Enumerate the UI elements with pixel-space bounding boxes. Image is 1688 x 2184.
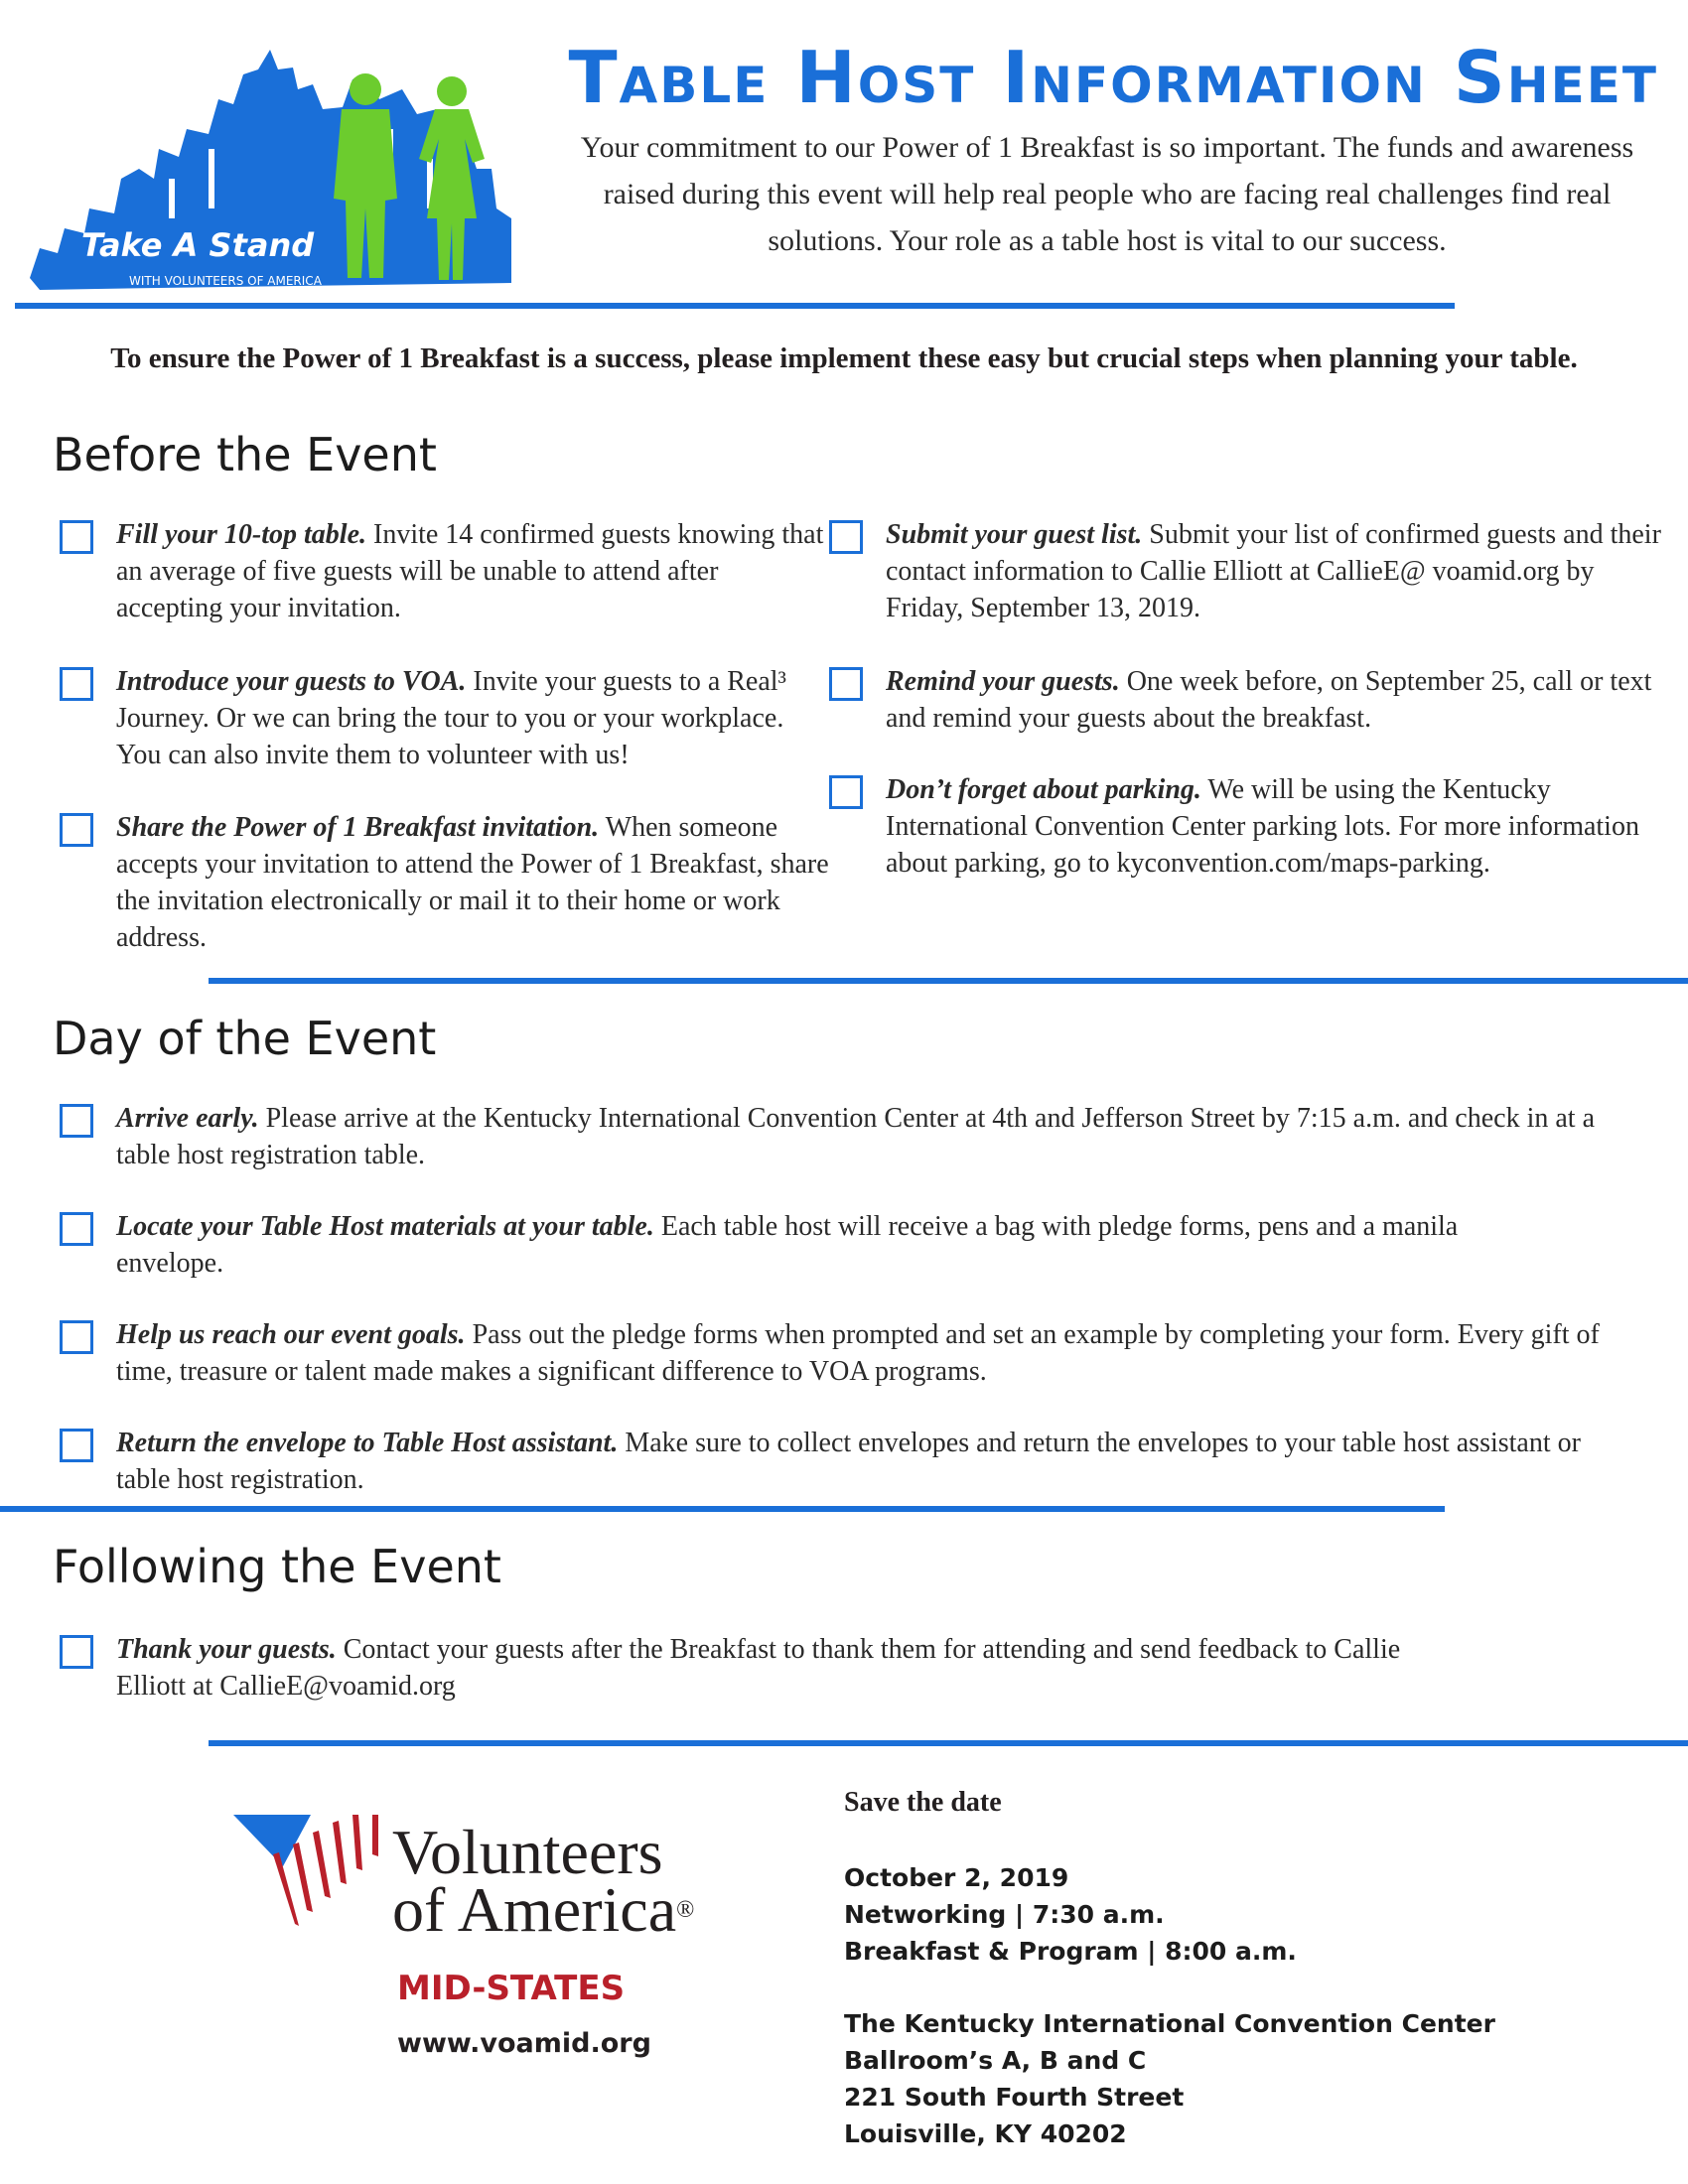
- divider: [209, 978, 1688, 984]
- item-title: Locate your Table Host materials at your table.: [116, 1211, 654, 1242]
- checkbox[interactable]: [60, 1429, 93, 1462]
- section-heading-day: Day of the Event: [53, 1012, 437, 1065]
- checkbox[interactable]: [60, 1635, 93, 1669]
- spacer: [844, 1970, 1495, 2005]
- item-title: Share the Power of 1 Breakfast invitation.: [116, 812, 600, 843]
- checkbox[interactable]: [829, 667, 863, 701]
- venue-city: Louisville, KY 40202: [844, 2119, 1127, 2148]
- item-body: Submit your list of confirmed guests and their contact information to Callie Elliott at CallieE@ voamid.org by Friday, September 13, 2019.: [886, 519, 1661, 623]
- divider: [209, 1740, 1688, 1746]
- intro-paragraph: Your commitment to our Power of 1 Breakfast is so important. The funds and awareness raised during this event will help real people who are facing real challenges find real solutions. Your role as a table host is vital to our success.: [580, 131, 1634, 257]
- checkbox[interactable]: [60, 1320, 93, 1354]
- checkbox[interactable]: [60, 520, 93, 554]
- item-body: When someone accepts your invitation to attend the Power of 1 Breakfast, share the invitation electronically or mail it to their home or work address.: [116, 812, 829, 953]
- item-body: One week before, on September 25, call or text and remind your guests about the breakfast.: [886, 666, 1652, 734]
- section-heading-before: Before the Event: [53, 428, 437, 481]
- item-title: Thank your guests.: [116, 1634, 337, 1665]
- event-details: [844, 1859, 1495, 2152]
- checkbox[interactable]: [829, 520, 863, 554]
- item-body: Contact your guests after the Breakfast to thank them for attending and send feedback to Callie Elliott at CallieE@voamid.org: [116, 1634, 1401, 1702]
- website-link[interactable]: www.voamid.org: [397, 2028, 651, 2059]
- section-heading-following: Following the Event: [53, 1540, 501, 1593]
- event-date: October 2, 2019: [844, 1863, 1069, 1892]
- mid-states-label: MID-STATES: [397, 1969, 626, 2008]
- checkbox[interactable]: [60, 813, 93, 847]
- registered-mark: ®: [676, 1897, 695, 1923]
- item-title: Return the envelope to Table Host assistant.: [116, 1428, 619, 1458]
- voa-name-text: of America: [392, 1874, 677, 1945]
- checkbox[interactable]: [829, 775, 863, 809]
- voa-name-line2: [392, 1874, 695, 1945]
- lead-text: To ensure the Power of 1 Breakfast is a success, please implement these easy but crucial steps when planning your table.: [110, 342, 1578, 374]
- voa-name-line1: Volunteers: [392, 1817, 663, 1887]
- take-a-stand-logo: [10, 30, 546, 298]
- item-title: Arrive early.: [116, 1103, 259, 1134]
- venue-ballroom: Ballroom’s A, B and C: [844, 2046, 1147, 2075]
- breakfast-time: Breakfast & Program | 8:00 a.m.: [844, 1937, 1297, 1966]
- checkbox[interactable]: [60, 1104, 93, 1138]
- item-body: Invite your guests to a Real³ Journey. Or we can bring the tour to you or your workplace. You can also invite them to volunteer with us!: [116, 666, 786, 770]
- page-title: Table Host Information Sheet: [568, 36, 1658, 119]
- save-the-date-heading: Save the date: [844, 1787, 1002, 1818]
- item-title: Remind your guests.: [886, 666, 1120, 697]
- item-title: Introduce your guests to VOA.: [116, 666, 467, 697]
- item-body: Make sure to collect envelopes and return the envelopes to your table host assistant or table host registration.: [116, 1428, 1581, 1495]
- divider: [15, 303, 1455, 309]
- logo-subtext: WITH VOLUNTEERS OF AMERICA: [129, 274, 322, 288]
- checkbox[interactable]: [60, 667, 93, 701]
- item-title: Don’t forget about parking.: [886, 774, 1201, 805]
- item-body: Invite 14 confirmed guests knowing that an average of five guests will be unable to attend after accepting your invitation.: [116, 519, 824, 623]
- item-body: Pass out the pledge forms when prompted and set an example by completing your form. Every gift of time, treasure or talent made makes a significant difference to VOA programs.: [116, 1319, 1600, 1387]
- voa-logo-mark: [233, 1815, 392, 1944]
- item-title: Help us reach our event goals.: [116, 1319, 466, 1350]
- checkbox[interactable]: [60, 1212, 93, 1246]
- item-body: Please arrive at the Kentucky International Convention Center at 4th and Jefferson Street by 7:15 a.m. and check in at a table host registration table.: [116, 1103, 1595, 1170]
- item-body: Each table host will receive a bag with pledge forms, pens and a manila envelope.: [116, 1211, 1459, 1279]
- divider: [0, 1506, 1445, 1512]
- item-body: We will be using the Kentucky International Convention Center parking lots. For more information about parking, go to kyconvention.com/maps-parking.: [886, 774, 1639, 879]
- item-title: Fill your 10-top table.: [116, 519, 366, 550]
- logo-text: Take A Stand: [81, 226, 315, 264]
- venue-name: The Kentucky International Convention Center: [844, 2009, 1495, 2038]
- item-title: Submit your guest list.: [886, 519, 1143, 550]
- venue-street: 221 South Fourth Street: [844, 2083, 1185, 2112]
- networking-time: Networking | 7:30 a.m.: [844, 1900, 1165, 1929]
